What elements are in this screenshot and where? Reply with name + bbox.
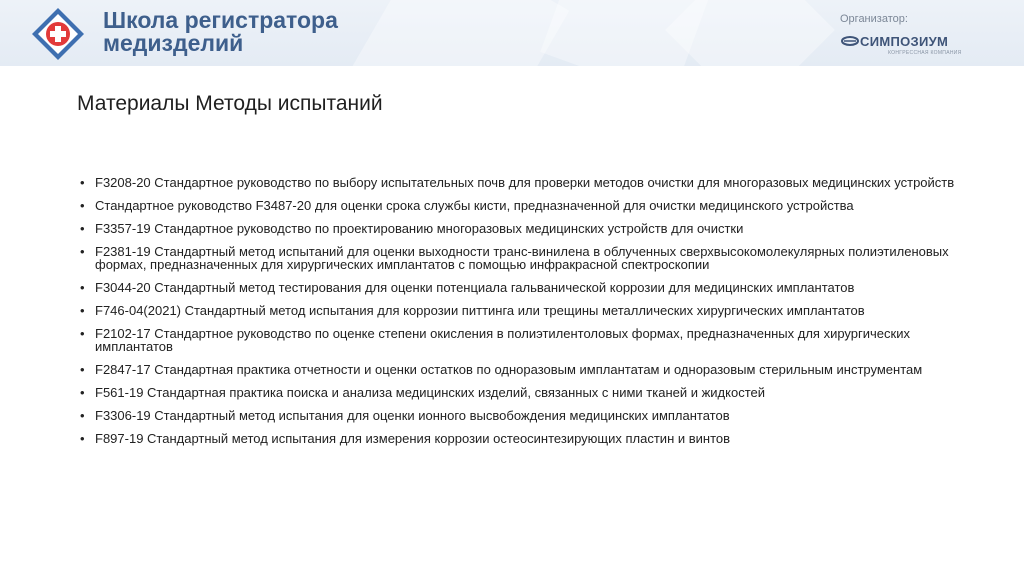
list-item-text: F3208-20 Стандартное руководство по выбору испытательных почв для проверки методов очистки для многоразовых медицинских устройств [95, 175, 955, 190]
list-item-text: F2381-19 Стандартный метод испытаний для оценки выходности транс-винилена в облученных сверхвысокомолекулярных полиэтиленовых формах, предназначенных для хирургических имплантатов с помощью инфракрасной спектроскопии [95, 244, 949, 272]
list-item [78, 222, 958, 235]
list-item [78, 386, 958, 399]
brand-name [103, 9, 338, 55]
list-item [78, 304, 958, 317]
list-item [78, 363, 958, 376]
bullet-marker: • [80, 326, 85, 341]
bullet-marker: • [80, 431, 85, 446]
list-item-text: F2847-17 Стандартная практика отчетности и оценки остатков по одноразовым имплантатам и одноразовым стерильным инструментам [95, 362, 923, 377]
bullet-marker: • [80, 362, 85, 377]
list-item-text: F897-19 Стандартный метод испытания для измерения коррозии остеосинтезирующих пластин и винтов [95, 431, 731, 446]
brand-line-2: медизделий [103, 30, 244, 56]
list-item [78, 409, 958, 422]
bullet-marker: • [80, 198, 85, 213]
organizer-label: Организатор: [840, 13, 908, 25]
list-item [78, 281, 958, 294]
bullet-marker: • [80, 303, 85, 318]
list-item-text: Стандартное руководство F3487-20 для оценки срока службы кисти, предназначенной для очистки медицинского устройства [95, 198, 854, 213]
list-item-text: F746-04(2021) Стандартный метод испытания для коррозии питтинга или трещины металлических хирургических имплантатов [95, 303, 865, 318]
list-item [78, 245, 958, 271]
list-item-text: F2102-17 Стандартное руководство по оценке степени окисления в полиэтилентоловых формах, предназначенных для хирургических имплантатов [95, 326, 910, 354]
slide-title: Материалы Методы испытаний [77, 92, 383, 116]
standards-list [78, 176, 958, 455]
list-item [78, 432, 958, 445]
decor-facet [351, 0, 570, 66]
medical-cross-diamond-icon [30, 6, 86, 62]
bullet-marker: • [80, 221, 85, 236]
decor-facet [665, 0, 835, 66]
organizer-subtitle: КОНГРЕССНАЯ КОМПАНИЯ [888, 50, 962, 56]
header-banner [0, 0, 1024, 66]
brand-line-1: Школа регистратора [103, 7, 338, 33]
bullet-marker: • [80, 408, 85, 423]
list-item-text: F3044-20 Стандартный метод тестирования для оценки потенциала гальванической коррозии для медицинских имплантатов [95, 280, 855, 295]
bullet-marker: • [80, 385, 85, 400]
list-item-text: F3306-19 Стандартный метод испытания для оценки ионного высвобождения медицинских имплантатов [95, 408, 730, 423]
bullet-marker: • [80, 175, 85, 190]
organizer-name: СИМПОЗИУМ [860, 34, 949, 49]
bullet-marker: • [80, 244, 85, 259]
list-item-text: F3357-19 Стандартное руководство по проектированию многоразовых медицинских устройств для очистки [95, 221, 744, 236]
list-item [78, 199, 958, 212]
list-item-text: F561-19 Стандартная практика поиска и анализа медицинских изделий, связанных с ними тканей и жидкостей [95, 385, 766, 400]
list-item [78, 327, 958, 353]
list-item [78, 176, 958, 189]
bullet-marker: • [80, 280, 85, 295]
